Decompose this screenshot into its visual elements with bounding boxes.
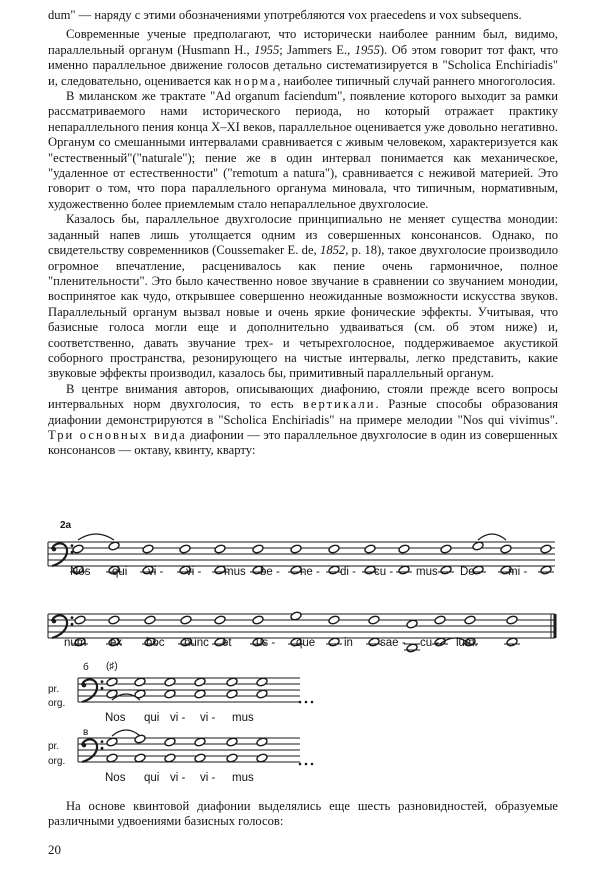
example-c-voice-top: pr.: [48, 741, 60, 752]
p1-text-a: Современные ученые предполагают, что исторически наиболее ранним был, видимо, параллельный органум (Husmann H.,: [48, 27, 558, 57]
slur: [112, 730, 140, 736]
whole-note: [328, 637, 340, 647]
lyric-syllable: que: [296, 637, 316, 649]
bass-clef-dot: [101, 740, 104, 743]
paragraph-3: [48, 212, 558, 381]
whole-note: [540, 544, 552, 554]
bass-clef-icon: [52, 543, 67, 566]
lyric-syllable: nunc: [184, 637, 209, 649]
whole-note: [290, 544, 302, 554]
p4-spaced-1: вертикали: [303, 397, 376, 412]
whole-note: [368, 615, 380, 625]
whole-note: [256, 753, 268, 763]
whole-note: [108, 615, 120, 625]
bass-clef-dot: [101, 680, 104, 683]
lyric-syllable: ne -: [300, 566, 320, 578]
whole-note: [540, 565, 552, 575]
example-a-label: 2а: [60, 520, 72, 531]
whole-note: [179, 544, 191, 554]
paragraph-4: [48, 382, 558, 459]
whole-note: [434, 615, 446, 625]
whole-note: [134, 677, 146, 687]
lyric-syllable: mus: [232, 712, 254, 724]
lyric-syllable: vi -: [200, 712, 216, 724]
lyric-syllable: in: [344, 637, 353, 649]
bass-clef-icon: [82, 739, 97, 762]
example-b-label: б: [83, 662, 89, 673]
whole-note: [164, 753, 176, 763]
whole-note: [398, 544, 410, 554]
whole-note: [226, 737, 238, 747]
bass-clef-dot: [71, 544, 74, 547]
lyric-syllable: lum.: [456, 637, 478, 649]
lyric-syllable: et: [222, 637, 232, 649]
whole-note: [106, 753, 118, 763]
p1-year-b: 1955: [354, 42, 380, 57]
whole-note: [194, 677, 206, 687]
continuation-dot: [305, 701, 308, 704]
whole-note: [142, 544, 154, 554]
bass-clef-dot: [71, 616, 74, 619]
lyric-syllable: mus: [416, 566, 438, 578]
whole-note: [164, 677, 176, 687]
slur: [478, 534, 506, 540]
whole-note: [108, 541, 120, 551]
whole-note: [164, 737, 176, 747]
whole-note: [440, 565, 452, 575]
whole-note: [406, 619, 418, 629]
whole-note: [256, 689, 268, 699]
lyric-syllable: mus: [232, 772, 254, 784]
lyric-syllable: be -: [260, 566, 280, 578]
lyric-syllable: di -: [340, 566, 356, 578]
whole-note: [252, 544, 264, 554]
p1-year-a: 1955: [254, 42, 280, 57]
whole-note: [144, 615, 156, 625]
continuation-dot: [305, 763, 308, 766]
whole-note: [252, 615, 264, 625]
lyric-syllable: mi -: [508, 566, 528, 578]
paragraph-5: [48, 799, 558, 830]
lyric-syllable: Nos: [105, 772, 126, 784]
slur: [78, 534, 114, 540]
lyric-syllable: qui: [144, 772, 160, 784]
whole-note: [180, 615, 192, 625]
example-c-voice-bottom: org.: [48, 756, 66, 767]
whole-note: [368, 637, 380, 647]
whole-note: [226, 689, 238, 699]
lyric-syllable: vi -: [170, 772, 186, 784]
p4-text-a: В центре внимания авторов, описывающих диафонию, стояли прежде всего вопросы интервальных норм двухголосия, то есть: [48, 381, 558, 412]
continuation-dot: [311, 763, 314, 766]
p1-text-b: ; Jammers E.,: [279, 42, 355, 57]
whole-note: [134, 753, 146, 763]
paragraph-continuation: dum" — наряду с этими обозначениями употребляются vox praecedens и vox subsequens.: [48, 8, 522, 22]
whole-note: [328, 565, 340, 575]
bass-clef-dot: [52, 619, 56, 623]
whole-note: [164, 689, 176, 699]
lyric-syllable: vi -: [186, 566, 202, 578]
lyric-syllable: ex: [110, 637, 123, 649]
lyric-syllable: us -: [256, 637, 276, 649]
whole-note: [500, 544, 512, 554]
whole-note: [472, 541, 484, 551]
whole-note: [440, 544, 452, 554]
example-b-voice-top: pr.: [48, 684, 60, 695]
p1-spaced: норма: [234, 73, 278, 88]
continuation-dot: [311, 701, 314, 704]
lyric-syllable: vi -: [148, 566, 164, 578]
whole-note: [464, 615, 476, 625]
whole-note: [194, 753, 206, 763]
paragraph-5-text: На основе квинтовой диафонии выделялись еще шесть разновидностей, образуемые различными удвоениями базисных голосов:: [48, 799, 558, 829]
whole-note: [256, 737, 268, 747]
lyric-syllable: vi -: [170, 712, 186, 724]
whole-note: [290, 611, 302, 621]
p3-text-a: Казалось бы, параллельное двухголосие принципиально не меняет существа монодии: заданный напев лишь утолщается одним из совершенных консонансов. Однако, по свидетельству современников (Coussemaker E. de,: [48, 212, 558, 258]
lyric-syllable: Do -: [460, 566, 482, 578]
p3-year: 1852: [320, 243, 346, 258]
example-b-accidental: (♯): [106, 661, 118, 672]
whole-note: [106, 677, 118, 687]
whole-note: [106, 737, 118, 747]
lyric-syllable: Nos: [105, 712, 126, 724]
paragraph-2: В миланском же трактате "Ad organum faciendum", появление которого выходит за рамки рассматриваемого нами исторического периода, но который отражает практику непараллельного пения конца X–XI веков, параллельное оценивается уже довольно негативно. Органум со смешанными интервалами сравнивается с живым человеком, характеризуется как "естественный"("naturale"); пение же в один интервал понимается как механическое, "удаленное от естественности" ("remotum a natura"), сравнивается с неживой материей. Это говорит о том, что пора параллельного органума миновала, что типичным, нормативным, художественно более приемлемым стало непараллельное двухголосие.: [48, 89, 558, 211]
lyric-syllable: Nos: [70, 566, 91, 578]
whole-note: [74, 615, 86, 625]
example-c-label: в: [83, 727, 89, 738]
whole-note: [214, 615, 226, 625]
lyric-syllable: cu -: [374, 566, 394, 578]
lyric-syllable: num: [64, 637, 87, 649]
p1-text-c: ). Об этом говорит тот факт, что именно параллельное движение голосов детально систематизируется в "Scholica Enchiriadis" и, следовательно, оценивается как: [48, 42, 558, 88]
lyric-syllable: sae -: [380, 637, 406, 649]
whole-note: [226, 677, 238, 687]
p4-text-b: . Разные способы образования диафонии демонстрируются в "Scholica Enchiriadis" на примере мелодии "Nos qui vivimus".: [48, 397, 558, 427]
bass-clef-icon: [52, 615, 67, 638]
whole-note: [72, 544, 84, 554]
example-b-staff: [0, 664, 600, 724]
lyric-syllable: mus: [224, 566, 246, 578]
main-text: [48, 8, 558, 459]
whole-note: [256, 677, 268, 687]
bass-clef-dot: [82, 743, 86, 747]
whole-note: [364, 544, 376, 554]
whole-note: [328, 615, 340, 625]
lyric-syllable: vi -: [200, 772, 216, 784]
bass-clef-icon: [82, 679, 97, 702]
lyric-syllable: hoc: [146, 637, 165, 649]
p4-spaced-2: Три основных вида: [48, 427, 187, 442]
whole-note: [194, 737, 206, 747]
continuation-dot: [299, 763, 302, 766]
lyric-syllable: cu -: [420, 637, 440, 649]
lyric-syllable: qui: [144, 712, 160, 724]
example-b-voice-bottom: org.: [48, 698, 66, 709]
whole-note: [506, 637, 518, 647]
bass-clef-dot: [82, 683, 86, 687]
page-number: 20: [48, 842, 61, 857]
p4-text-c: диафонии — это параллельное двухголосие в один из совершенных консонансов — октаву, квинту, кварту:: [48, 427, 558, 458]
paragraph-1: [48, 27, 558, 89]
example-c-staff: [0, 722, 600, 782]
whole-note: [328, 544, 340, 554]
bass-clef-dot: [71, 623, 74, 626]
whole-note: [214, 544, 226, 554]
whole-note: [406, 643, 418, 653]
lyric-syllable: qui: [112, 566, 128, 578]
whole-note: [226, 753, 238, 763]
bass-clef-dot: [101, 687, 104, 690]
whole-note: [194, 689, 206, 699]
bass-clef-dot: [101, 747, 104, 750]
p1-text-d: , наиболее типичный случай раннего многоголосия.: [277, 73, 556, 88]
whole-note: [398, 565, 410, 575]
bass-clef-dot: [52, 547, 56, 551]
p3-text-b: , р. 18), такое двухголосие производило огромное впечатление, расценивалось как пение очень гармоничное, полное "пленительности". Это было качественно новое звучание в сравнении со звучанием монодии, воспринятое как чудо, открывшее совершенно неожиданные возможности искусства звуков. Параллельный органум вызвал новые и очень яркие фонические эффекты. Учитывая, что базисные голоса могли еще и дополнительно удваиваться (см. об этом ниже) и, соответственно, давать звучание трех- и четырехголосное, поддерживаемое акустикой соборного пространства, резонирующего на чистые интервалы, легко представить, какие звуковые эффекты производил, казалось бы, примитивный параллельный органум.: [48, 243, 558, 381]
continuation-dot: [299, 701, 302, 704]
whole-note: [506, 615, 518, 625]
